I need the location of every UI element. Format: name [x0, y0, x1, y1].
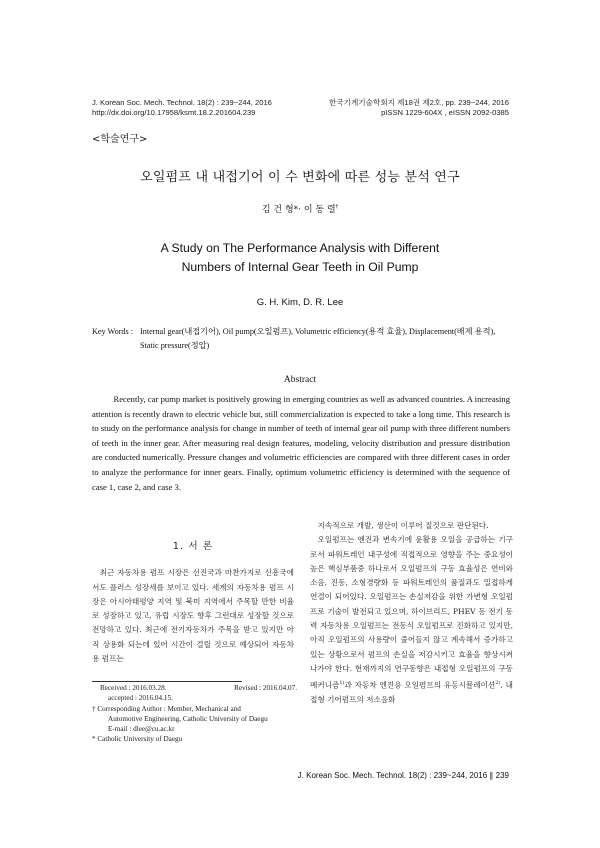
title-english-line2: Numbers of Internal Gear Teeth in Oil Pump — [181, 260, 419, 274]
issn-line: pISSN 1229-604X , eISSN 2092-0385 — [381, 108, 509, 117]
section-heading-introduction: 1. 서 론 — [172, 541, 214, 552]
right-paragraph-1: 지속적으로 개발, 생산이 이루어 질것으로 판단된다. — [317, 521, 489, 530]
footnotes — [92, 683, 297, 745]
title-korean: 오일펌프 내 내접기어 이 수 변화에 따른 성능 분석 연구 — [140, 170, 460, 185]
corresponding-author-line1: † Corresponding Author : Member, Mechanical and — [92, 704, 241, 713]
journal-citation: J. Korean Soc. Mech. Technol. 18(2) : 239~244, 2016 — [92, 98, 272, 107]
author-email[interactable]: E-mail : dlee@cu.ac.kr — [108, 725, 175, 734]
right-paragraph-2 — [310, 533, 513, 707]
page-footer: J. Korean Soc. Mech. Technol. 18(2) : 239~244, 2016 ∥ 239 — [297, 771, 509, 780]
right-column — [310, 519, 513, 707]
authors-english: G. H. Kim, D. R. Lee — [256, 297, 344, 308]
title-english-line1: A Study on The Performance Analysis with Different — [160, 241, 440, 255]
authors-korean-names: 김 건 형*· 이 동 렬 — [261, 205, 336, 215]
right-paragraph-2-part1: 오일펌프는 엔진과 변속기에 윤활용 오일을 공급하는 기구로서 파워트레인 내구성에 직접적으로 영향을 주는 중요성이 높은 핵심부품중 하나로서 오일펌프의 구동 효율성은 연비와 소음, 진동, 소형경량화 등 파워트레인의 품질과도 밀접하게 연결이 되어있다. 오일펌프는 손실저감을 위한 가변형 오일펌프로 기술이 발전되고 있으며, 하이브리드, PHEV 등 전기 동력 자동차용 오일펌프는 전동식 오일펌프로 진화하고 있지만, 아직 오일펌프의 사용량이 줄어들지 않고 계속해서 증가하고 있는 상황으로서 펌프의 손실을 저감시키고 효율을 향상시켜 나가야 한다. 현재까지의 연구동향은 내접형 오일펌프의 구동 메커니즘 — [310, 535, 513, 690]
reference-marker-1[interactable]: 1) — [339, 680, 345, 687]
right-paragraph-2-part3: , 내접형 기어펌프의 저소음화 — [310, 680, 514, 705]
journal-header-right — [329, 98, 509, 118]
keywords-label: Key Words : — [92, 327, 134, 336]
reference-marker-2[interactable]: 2) — [495, 680, 501, 687]
journal-header-left — [92, 98, 272, 118]
authors-korean — [0, 202, 600, 215]
journal-citation-ko: 한국기계기술학회지 제18권 제2호, pp. 239~244, 2016 — [328, 98, 509, 107]
abstract-heading: Abstract — [283, 375, 317, 385]
right-paragraph-2-part2: 과 자동차 엔진용 오일펌프의 유동시뮬레이션 — [344, 680, 496, 690]
abstract-text: Recently, car pump market is positively growing in emerging countries as well as advanced countries. A increasing attention is recently drawn to electric vehicle but, still commercialization is expected to take a long time. This research is to study on the performance analysis for change in number of teeth of internal gear oil pump with three different numbers of teeth in the inner gear. After measuring real design features, modeling, velocity distribution and pressure distribution are conducted numerically. Pressure changes and volumetric efficiencies are compared with three different cases in order to analyze the performance for inner gears. Finally, optimum volumetric efficiency is determined with the sequence of case 1, case 2, and case 3. — [92, 394, 510, 492]
received-date: Received : 2016.03.28. — [100, 684, 167, 692]
article-category: <학술연구> — [92, 134, 148, 145]
coauthor-affiliation: * Catholic University of Daegu — [92, 735, 183, 744]
corresponding-mark: † — [335, 204, 339, 210]
footnote-divider — [92, 681, 242, 682]
keywords-text: Internal gear(내접기어), Oil pump(오일펌프), Volumetric efficiency(용적 효율), Displacement(배제 용적), Static pressure(정압) — [140, 327, 496, 350]
revised-date: Revised : 2016.04.07. — [234, 684, 297, 692]
left-column — [92, 540, 294, 666]
doi-link[interactable]: http://dx.doi.org/10.17958/ksmt.18.2.201604.239 — [92, 108, 256, 117]
accepted-date: accepted : 2016.04.15. — [108, 694, 173, 703]
corresponding-author — [92, 704, 297, 735]
keywords-block — [92, 325, 512, 353]
received-revised-row — [92, 683, 297, 693]
corresponding-author-line2: Automotive Engineering, Catholic University of Daegu — [108, 714, 268, 723]
title-english — [0, 239, 600, 277]
introduction-paragraph: 최근 자동차용 펌프 시장은 선진국과 마찬가지로 신흥국에서도 플러스 성장세를 보이고 있다. 세계의 자동차용 펌프 시장은 아시아태평양 지역 및 북미 지역에서 주목할 만한 비율로 성장하고 있고, 유럽 시장도 향후 그런대로 성장할 것으로 전망하고 있다. 최근에 전기자동차가 주목을 받고 있지만 아직 상용화 되는데 있어 시간이 걸릴 것으로 예상되어 자동차용 펌프는 — [92, 568, 294, 664]
